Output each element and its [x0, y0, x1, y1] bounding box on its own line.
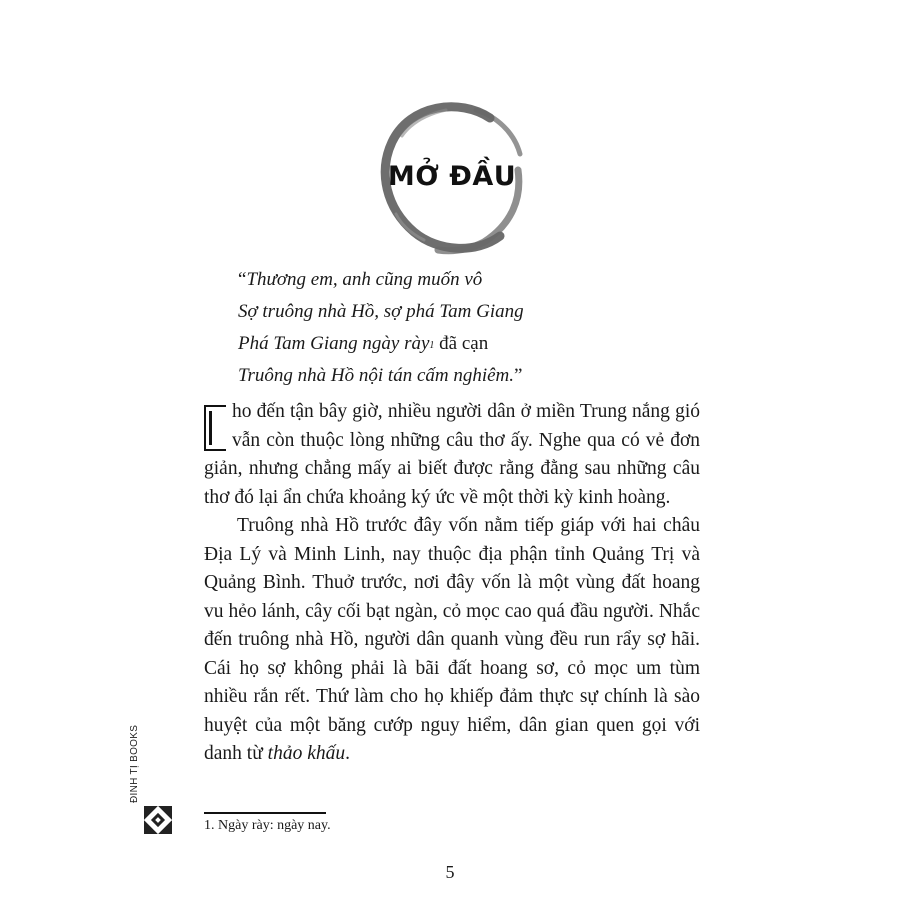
poem-line-2: Sợ truông nhà Hồ, sợ phá Tam Giang: [238, 301, 524, 322]
paragraph-2-text: Truông nhà Hồ trước đây vốn nằm tiếp giáp với hai châu Địa Lý và Minh Linh, nay thuộc địa phận tỉnh Quảng Trị và Quảng Bình. Thuở trước, nơi đây vốn là một vùng đất hoang vu hẻo lánh, cây cối bạt ngàn, cỏ mọc cao quá đầu người. Nhắc đến truông nhà Hồ, người dân quanh vùng đều run rẩy sợ hãi. Cái họ sợ không phải là bãi đất hoang sơ, cỏ mọc um tùm nhiều rắn rết. Thứ làm cho họ khiếp đảm thực sự chính là sào huyệt của một băng cướp nguy hiểm, dân gian quen gọi với danh từ: [204, 515, 700, 764]
poem-line-4: [238, 360, 524, 392]
chapter-title-block: [372, 96, 532, 256]
poem-line-1-text: Thương em, anh cũng muốn vô: [246, 269, 483, 290]
footnote: 1. Ngày rày: ngày nay.: [204, 818, 331, 833]
paragraph-1: [204, 398, 700, 512]
publisher-name: ĐINH TỊ BOOKS: [129, 724, 140, 803]
paragraph-2-end: .: [345, 743, 350, 764]
footnote-marker: 1: [429, 340, 435, 351]
drop-cap: [204, 405, 226, 451]
paragraph-2: [204, 512, 700, 769]
body-text: [204, 398, 700, 769]
page-number: 5: [445, 862, 455, 882]
paragraph-2-italic: thảo khấu: [267, 743, 346, 764]
open-quote: “: [238, 269, 247, 290]
close-quote: ”: [514, 365, 523, 386]
publisher-logo-icon: [144, 806, 172, 834]
poem-line-1: [238, 264, 524, 296]
chapter-title: MỞ ĐẦU: [387, 160, 517, 192]
footnote-divider: [204, 812, 326, 814]
poem-line-3: [238, 328, 524, 360]
paragraph-1-text: ho đến tận bây giờ, nhiều người dân ở miền Trung nắng gió vẫn còn thuộc lòng những câu thơ ấy. Nghe qua có vẻ đơn giản, nhưng chẳng mấy ai biết được rằng đằng sau những câu thơ đó lại ẩn chứa khoảng ký ức về một thời kỳ kinh hoàng.: [204, 401, 700, 508]
epigraph-poem: [238, 264, 524, 392]
poem-line-3-after: đã cạn: [434, 333, 489, 354]
poem-line-4-text: Truông nhà Hồ nội tán cấm nghiêm.: [238, 365, 515, 386]
poem-line-3-before: Phá Tam Giang ngày rày: [238, 333, 430, 354]
